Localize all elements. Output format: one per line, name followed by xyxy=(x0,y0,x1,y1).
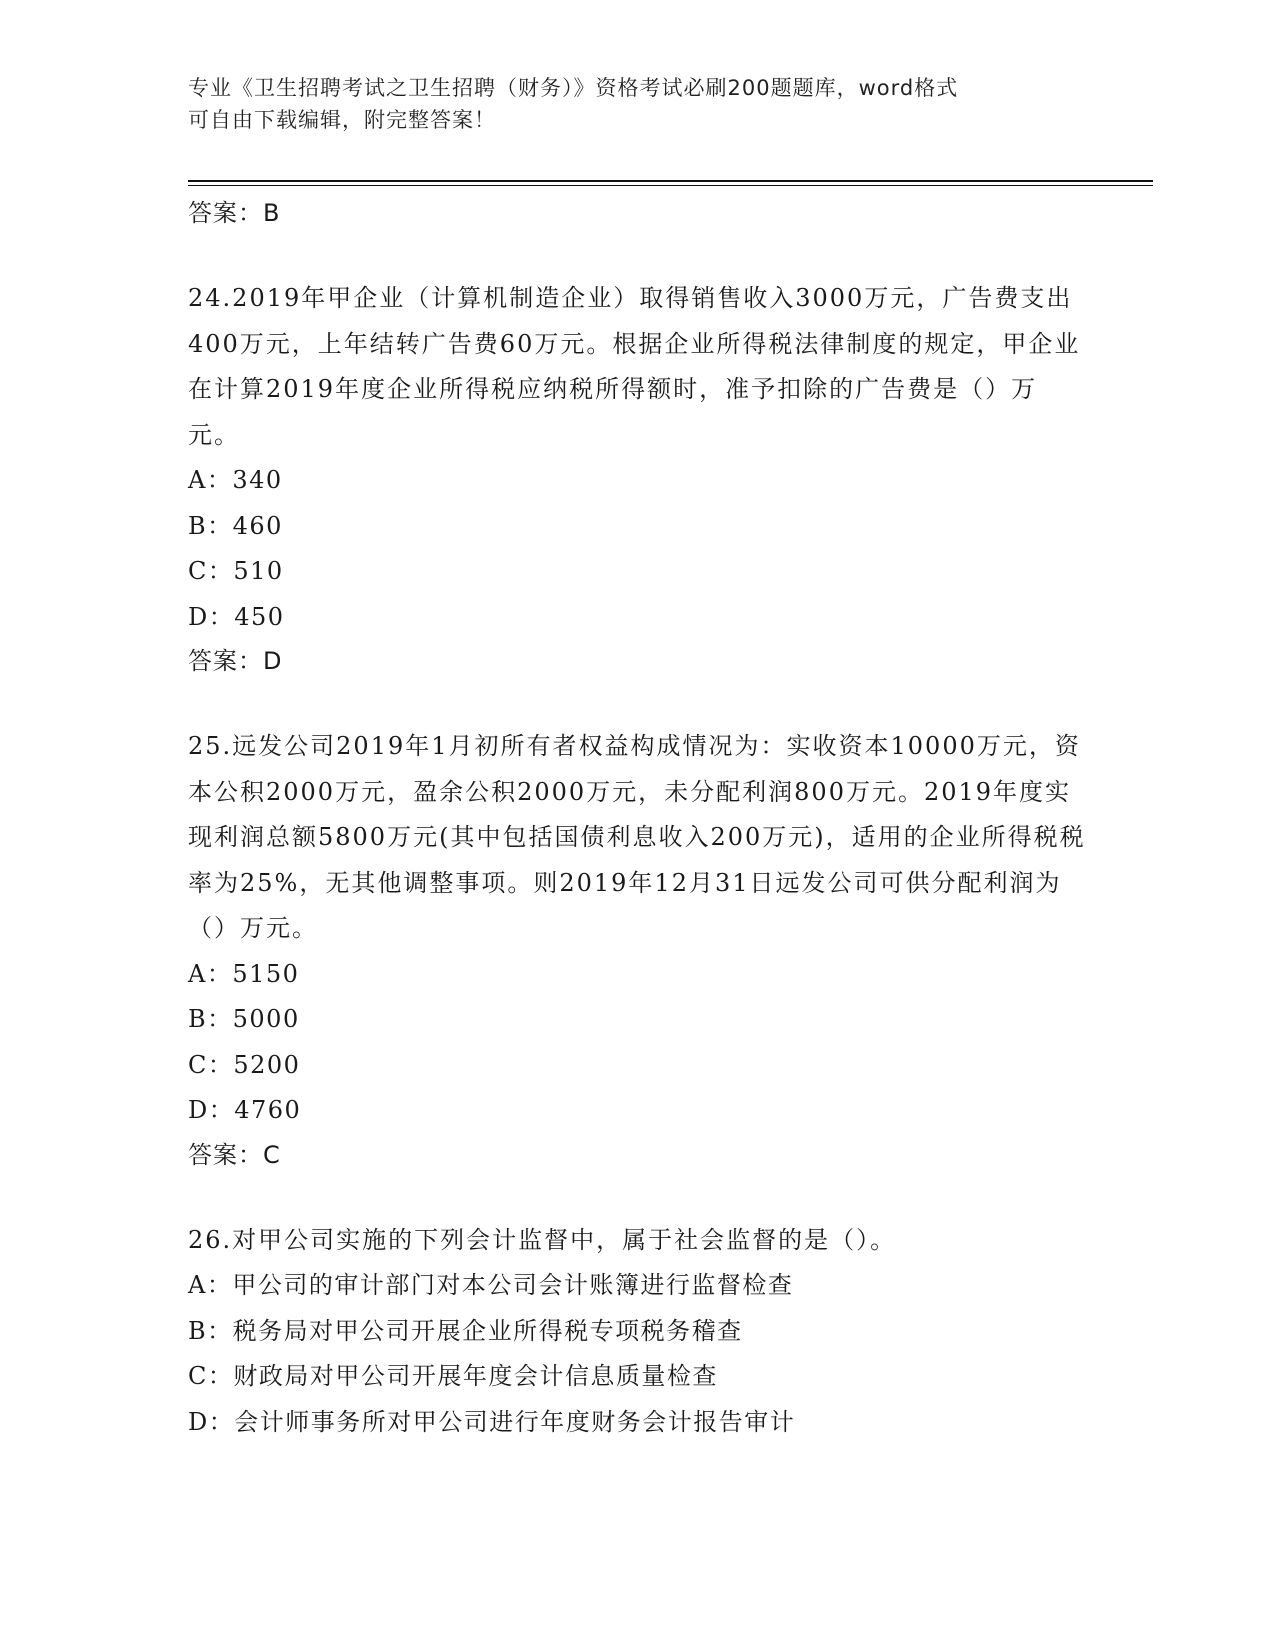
question-stem: 26.对甲公司实施的下列会计监督中，属于社会监督的是（）。 xyxy=(188,1225,897,1254)
option-a: A：5150 xyxy=(188,959,300,988)
question-25 xyxy=(188,722,1088,1170)
document-body xyxy=(188,190,1088,1445)
question-26 xyxy=(188,1216,1088,1446)
option-b: B：税务局对甲公司开展企业所得税专项税务稽查 xyxy=(188,1316,743,1345)
header-line-2: 可自由下载编辑，附完整答案！ xyxy=(188,108,496,132)
question-stem: 24.2019年甲企业（计算机制造企业）取得销售收入3000万元，广告费支出400万元，上年结转广告费60万元。根据企业所得税法律制度的规定，甲企业在计算2019年度企业所得税应纳税所得额时，准予扣除的广告费是（）万元。 xyxy=(188,284,1081,449)
document-header xyxy=(188,72,1088,136)
question-24 xyxy=(188,274,1088,676)
option-c: C：510 xyxy=(188,557,284,585)
option-c: C：5200 xyxy=(188,1050,301,1079)
option-d: D：4760 xyxy=(188,1096,302,1124)
option-c: C：财政局对甲公司开展年度会计信息质量检查 xyxy=(188,1362,718,1390)
header-line-1: 专业《卫生招聘考试之卫生招聘（财务）》资格考试必刷200题题库，word格式 xyxy=(188,76,959,100)
question-stem: 25.远发公司2019年1月初所有者权益构成情况为：实收资本10000万元，资本公积2000万元，盈余公积2000万元，未分配利润800万元。2019年度实现利润总额5800万元(其中包括国债利息收入200万元)，适用的企业所得税税率为25%，无其他调整事项。则2019年12月31日远发公司可供分配利润为（）万元。 xyxy=(188,732,1086,942)
answer-line: 答案：C xyxy=(188,1140,281,1169)
answer-line: 答案：B xyxy=(188,199,281,227)
header-rule-thin xyxy=(188,185,1153,186)
option-b: B：460 xyxy=(188,511,283,540)
answer-line: 答案：D xyxy=(188,647,283,675)
option-a: A：340 xyxy=(188,466,283,494)
option-d: D：450 xyxy=(188,602,285,631)
option-d: D：会计师事务所对甲公司进行年度财务会计报告审计 xyxy=(188,1407,796,1436)
header-rule-thick xyxy=(188,180,1153,182)
option-b: B：5000 xyxy=(188,1005,300,1033)
option-a: A：甲公司的审计部门对本公司会计账簿进行监督检查 xyxy=(188,1271,794,1299)
